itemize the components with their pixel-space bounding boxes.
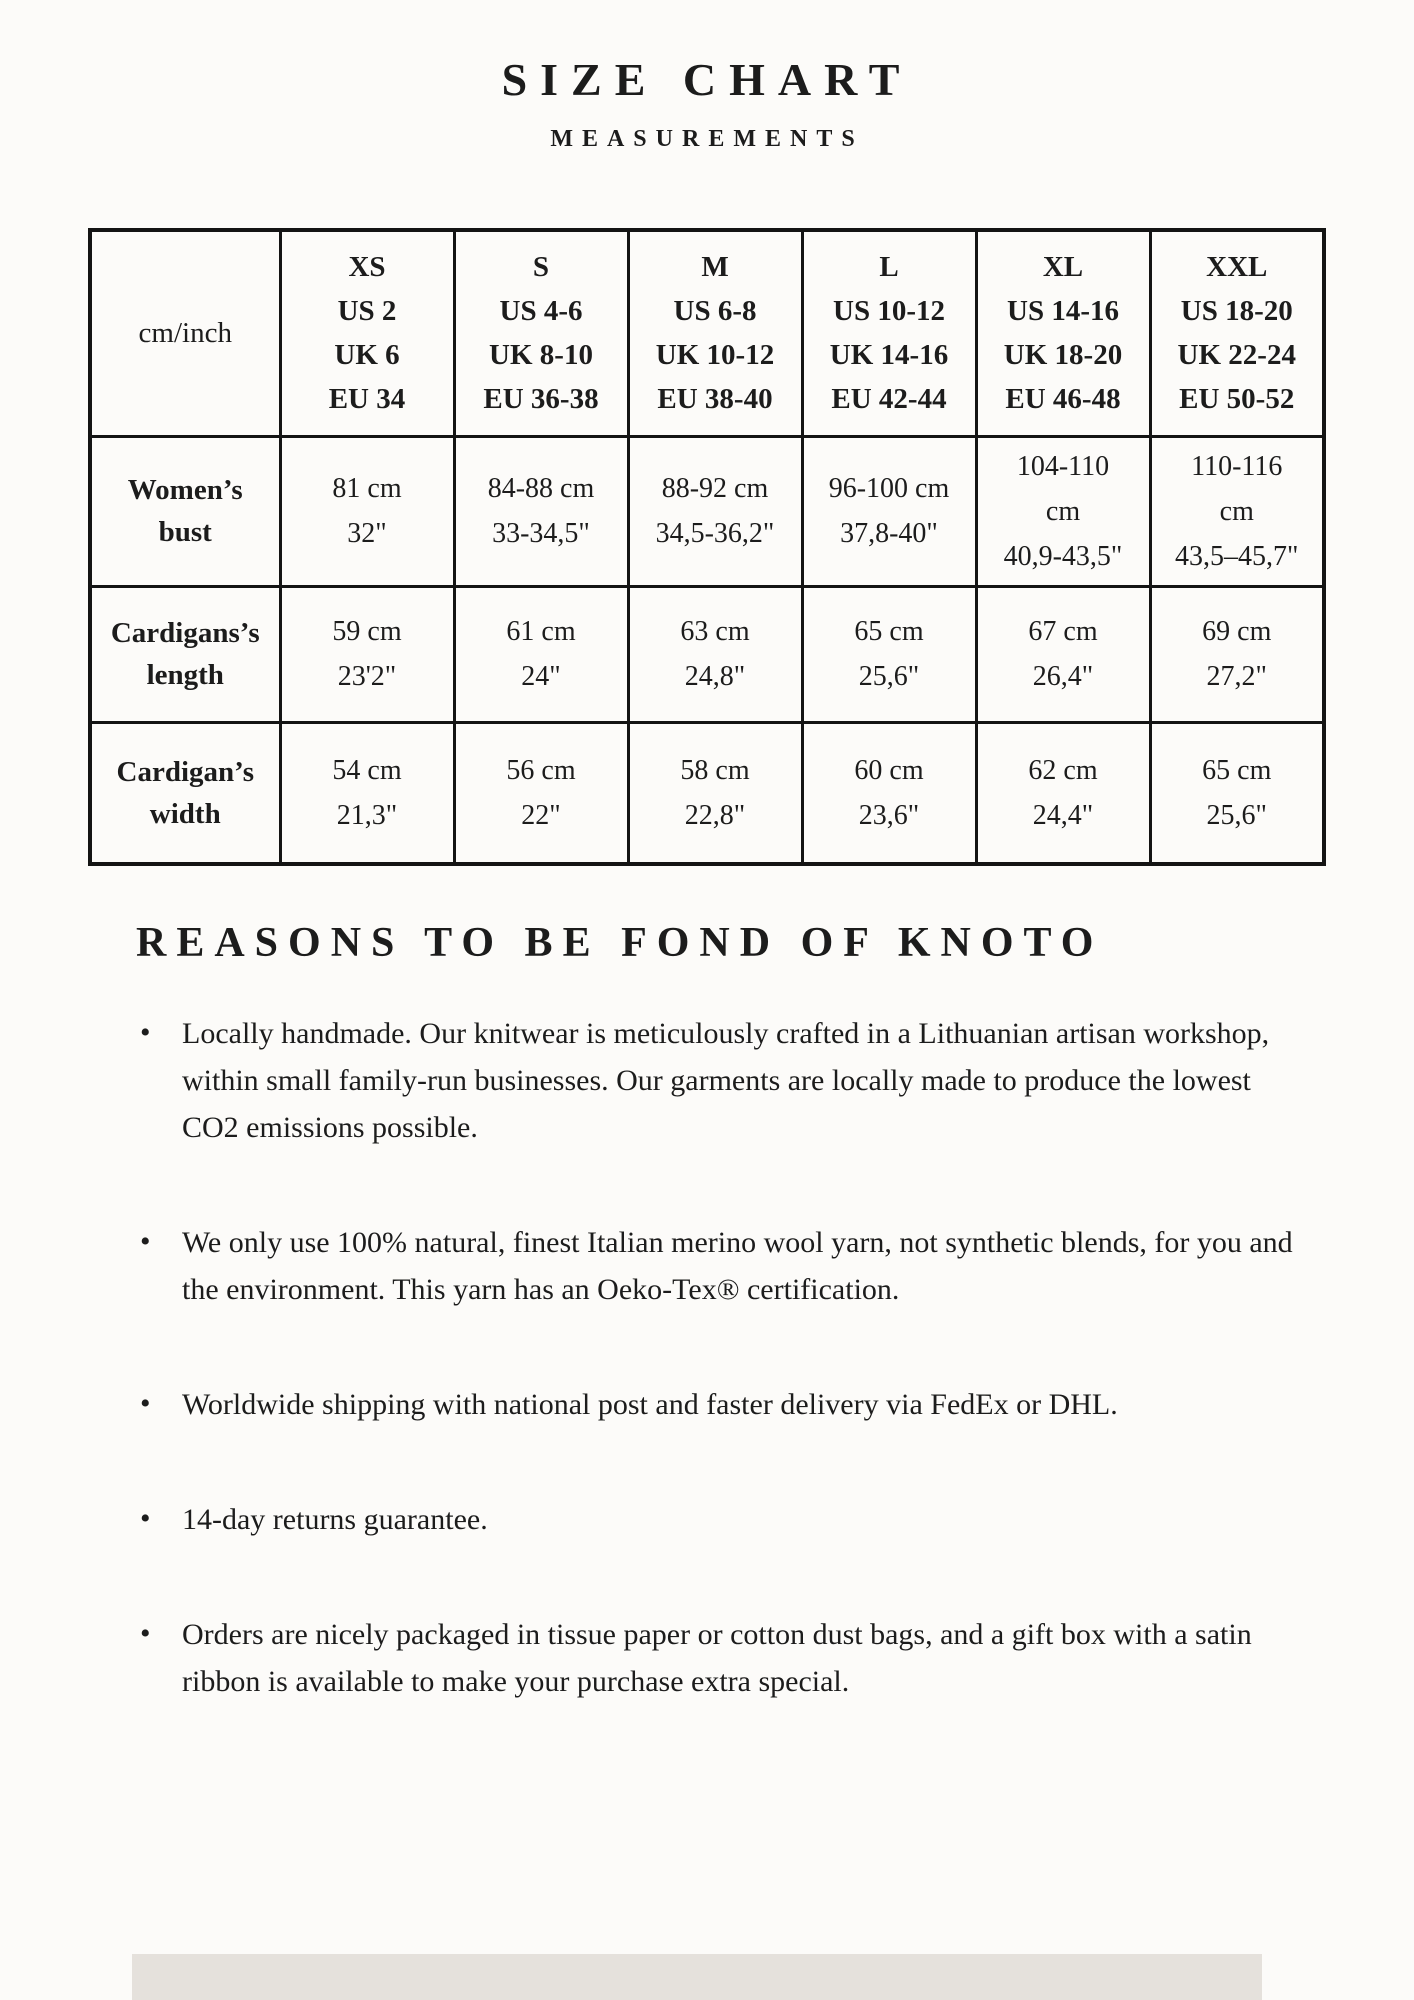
document-header [0, 0, 1414, 152]
measurement-cell: 54 cm 21,3" [280, 722, 454, 864]
measurement-cell: 69 cm 27,2" [1150, 586, 1324, 722]
row-label-cell: Cardigans’s length [90, 586, 280, 722]
measurement-cell: 65 cm 25,6" [1150, 722, 1324, 864]
reason-item-returns-guarantee: • 14-day returns guarantee. [136, 1496, 1314, 1543]
measurement-cell: 63 cm 24,8" [628, 586, 802, 722]
reason-item-locally-handmade: • Locally handmade. Our knitwear is meticulously crafted in a Lithuanian artisan workshop, within small family-run businesses. Our garments are locally made to produce the lowest CO2 emissions possible. [136, 1010, 1314, 1151]
size-header-xs: XS US 2 UK 6 EU 34 [280, 230, 454, 436]
reason-item-natural-yarn: • We only use 100% natural, finest Italian merino wool yarn, not synthetic blends, for you and the environment. This yarn has an Oeko-Tex® certification. [136, 1219, 1314, 1313]
measurement-cell: 81 cm 32" [280, 436, 454, 586]
measurement-cell: 84-88 cm 33-34,5" [454, 436, 628, 586]
measurement-cell: 110-116 cm 43,5–45,7" [1150, 436, 1324, 586]
measurement-cell: 96-100 cm 37,8-40" [802, 436, 976, 586]
reasons-section [136, 918, 1314, 1705]
measurement-cell: 56 cm 22" [454, 722, 628, 864]
measurement-cell: 65 cm 25,6" [802, 586, 976, 722]
measurement-cell: 60 cm 23,6" [802, 722, 976, 864]
footer-accent-bar [132, 1954, 1262, 2000]
table-header-row [90, 230, 1324, 436]
table-row-cardigans-length [90, 586, 1324, 722]
table-row-cardigans-width [90, 722, 1324, 864]
reason-item-worldwide-shipping: • Worldwide shipping with national post and faster delivery via FedEx or DHL. [136, 1381, 1314, 1428]
size-header-m: M US 6-8 UK 10-12 EU 38-40 [628, 230, 802, 436]
measurement-cell: 61 cm 24" [454, 586, 628, 722]
reason-item-packaging: • Orders are nicely packaged in tissue paper or cotton dust bags, and a gift box with a satin ribbon is available to make your purchase extra special. [136, 1611, 1314, 1705]
size-chart-table [88, 228, 1326, 866]
size-header-l: L US 10-12 UK 14-16 EU 42-44 [802, 230, 976, 436]
page-subtitle: MEASUREMENTS [550, 126, 864, 152]
measurement-cell: 104-110 cm 40,9-43,5" [976, 436, 1150, 586]
measurement-cell: 88-92 cm 34,5-36,2" [628, 436, 802, 586]
measurement-cell: 62 cm 24,4" [976, 722, 1150, 864]
reasons-list [136, 1010, 1314, 1705]
row-label-cell: Cardigan’s width [90, 722, 280, 864]
page-title: SIZE CHART [501, 54, 913, 105]
size-header-xl: XL US 14-16 UK 18-20 EU 46-48 [976, 230, 1150, 436]
size-header-xxl: XXL US 18-20 UK 22-24 EU 50-52 [1150, 230, 1324, 436]
table-row-womens-bust [90, 436, 1324, 586]
row-label-cell: Women’s bust [90, 436, 280, 586]
size-header-s: S US 4-6 UK 8-10 EU 36-38 [454, 230, 628, 436]
measurement-cell: 67 cm 26,4" [976, 586, 1150, 722]
measurement-cell: 59 cm 23'2" [280, 586, 454, 722]
measurement-cell: 58 cm 22,8" [628, 722, 802, 864]
reasons-heading: REASONS TO BE FOND OF KNOTO [136, 920, 1104, 966]
unit-label-cell: cm/inch [90, 230, 280, 436]
